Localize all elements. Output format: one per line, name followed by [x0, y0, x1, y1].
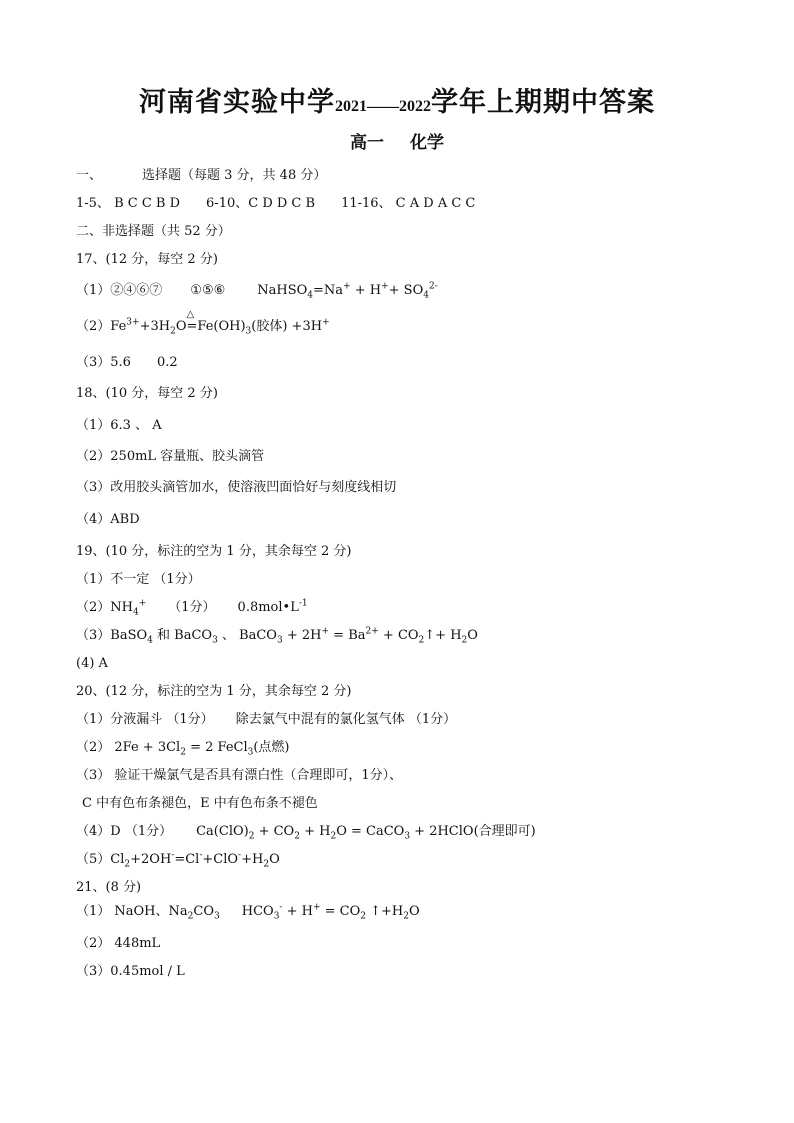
subject-label: 化学 [410, 133, 444, 153]
q20-line-3: （3） 验证干燥氯气是否具有漂白性（合理即可，1分）、 [76, 768, 403, 783]
q21-line-3: （3）0.45mol / L [76, 964, 185, 979]
q20-line-2: （2） $2Fe + 3Cl_2 = 2$ FeCl$_3$(点燃) [76, 740, 290, 758]
title-year: 2021——2022 [335, 98, 431, 115]
q18-line-1: （1）6.3 、 A [76, 418, 162, 433]
q20-line-1: （1）分液漏斗 （1分） 除去氯气中混有的氯化氢气体 （1分） [76, 712, 457, 727]
page-title [0, 80, 794, 119]
q18-line-3: （3）改用胶头滴管加水，使溶液凹面恰好与刻度线相切 [76, 480, 397, 495]
q21-line-1: （1） NaOH、$Na_2CO_3$ $HCO_3^- + H^+ = CO_2$ $↑+H_2O$ [76, 902, 420, 922]
q20-line-4: （4）D （1分） $Ca(ClO)_2 + CO_2 + H_2O$ = CaCO$_3$ + 2HClO(合理即可) [76, 824, 536, 842]
page-subtitle [0, 128, 794, 153]
q18-line-4: （4）ABD [76, 512, 140, 527]
q21-line-2: （2） 448mL [76, 936, 161, 951]
q17-heading: 17、(12 分，每空 2 分) [76, 252, 218, 267]
section-1-heading: 一、 选择题（每题 3 分，共 48 分） [76, 168, 327, 183]
q19-line-4: (4) A [76, 656, 108, 671]
q19-heading: 19、(10 分，标注的空为 1 分，其余每空 2 分) [76, 544, 352, 559]
q17-line-2: $(2)Fe^{3+}+3H_2O\triangle =Fe(OH)_3$(胶体) +3H+ [76, 318, 330, 336]
q18-heading: 18、(10 分，每空 2 分) [76, 386, 218, 401]
mc-answers: 1-5、 B C C B D 6-10、C D D C B 11-16、 C A D A C C [76, 196, 476, 211]
q20-line-3b: C 中有色布条褪色，E 中有色布条不褪色 [82, 796, 318, 811]
q20-line-5: $(5)Cl_2+2OH^-=Cl^-+ClO^-+H_2O$ [76, 850, 280, 870]
q19-line-1: （1）不一定 （1分） [76, 572, 201, 587]
q19-line-2: $(2)NH_4^+$ （1分） $0.8mol•L^{-1}$ [76, 598, 308, 618]
heat-triangle-icon: △ = [187, 318, 198, 336]
q19-line-3: （3）BaSO$_4$ 和 BaCO$_3$ 、 BaCO$_3$ + $2H^+ = Ba^{2+}$ + $CO_2↑+ H_2O$ [76, 626, 478, 646]
title-term: 学年上期期中答案 [431, 87, 655, 118]
q21-heading: 21、(8 分) [76, 880, 142, 895]
grade-label: 高一 [350, 133, 384, 153]
section-2-heading: 二、非选择题（共 52 分） [76, 224, 231, 239]
q17-line-1: （1）②④⑥⑦ ①⑤⑥ NaHSO$_4$=Na+ + $H^++ SO_4^{2-}$ [76, 281, 438, 301]
q17-line-3: （3）5.6 0.2 [76, 355, 178, 370]
title-school: 河南省实验中学 [139, 87, 335, 118]
q20-heading: 20、(12 分，标注的空为 1 分，其余每空 2 分) [76, 684, 352, 699]
q18-line-2: （2）250mL 容量瓶、胶头滴管 [76, 449, 265, 464]
